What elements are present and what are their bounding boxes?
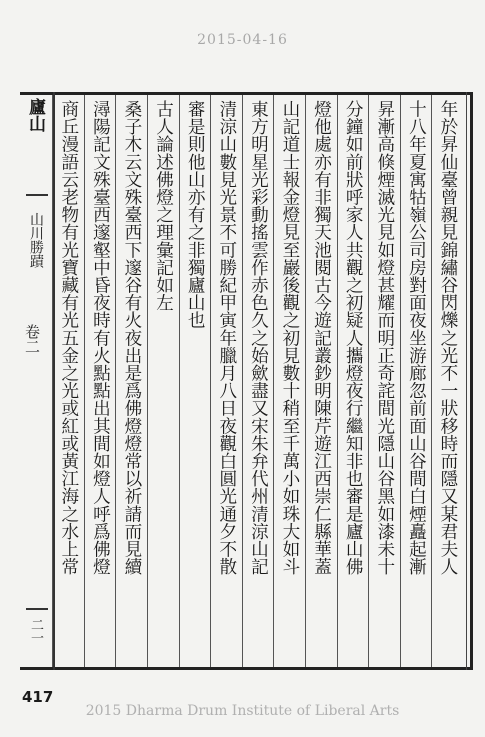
text-column: 古人論述佛燈之理彙記如左 — [153, 100, 174, 312]
date-stamp: 2015-04-16 — [197, 32, 288, 48]
text-column: 年於昇仙臺曾親見錦繡谷閃爍之光不一狀移時而隱又某君夫人 — [437, 100, 458, 576]
frame-bottom-rule — [20, 667, 473, 670]
text-column: 東方明星光彩動搖雲作赤色久之始歛盡又宋朱弁代州清涼山記 — [248, 100, 269, 576]
text-column: 潯陽記文殊臺西邃壑中昏夜時有火點點出其間如燈人呼爲佛燈 — [90, 100, 111, 576]
margin-gutter — [20, 92, 55, 670]
book-title: 廬山 — [25, 98, 45, 132]
watermark: 2015 Dharma Drum Institute of Liberal Arts — [85, 703, 400, 719]
fish-tail-mark — [26, 194, 48, 196]
text-column: 桑子木云文殊臺西下邃谷有火夜出是爲佛燈燈常以祈請而見續 — [121, 100, 142, 576]
frame-right-rule — [470, 92, 473, 670]
section-title: 山川勝蹟 — [28, 212, 44, 268]
fish-tail-mark-bottom — [26, 608, 48, 610]
text-column: 清涼山數見光景不可勝紀甲寅年臘月八日夜觀白圓光通夕不散 — [216, 100, 237, 576]
text-column: 山記道士報金燈見至巖後觀之初見數十稍至千萬小如珠大如斗 — [279, 100, 300, 576]
text-column: 燈他處亦有非獨天池閱古今遊記叢鈔明陳芹遊江西崇仁縣華蓋 — [311, 100, 332, 576]
frame-inner-right-rule — [466, 92, 467, 670]
text-frame — [20, 92, 473, 670]
volume-label: 卷二 — [23, 324, 41, 354]
text-column: 商丘漫語云老物有光寶藏有光五金之光或紅或黃江海之水上常 — [58, 100, 79, 576]
margin-page-number: 二一 — [28, 618, 43, 644]
frame-top-rule — [20, 92, 473, 95]
text-column: 昇漸高倏煙滅光見如燈甚耀而明正奇詫間光隱山谷黑如漆未十 — [374, 100, 395, 576]
text-column: 審是則他山亦有之非獨廬山也 — [185, 100, 206, 329]
text-column: 分鐘如前狀呼家人共觀之初疑人攜燈夜行繼知非也審是廬山佛 — [343, 100, 364, 576]
page-number: 417 — [22, 688, 54, 706]
text-column: 十八年夏寓牯嶺公司房對面夜坐游廊忽前面山谷間白煙矗起漸 — [406, 100, 427, 576]
